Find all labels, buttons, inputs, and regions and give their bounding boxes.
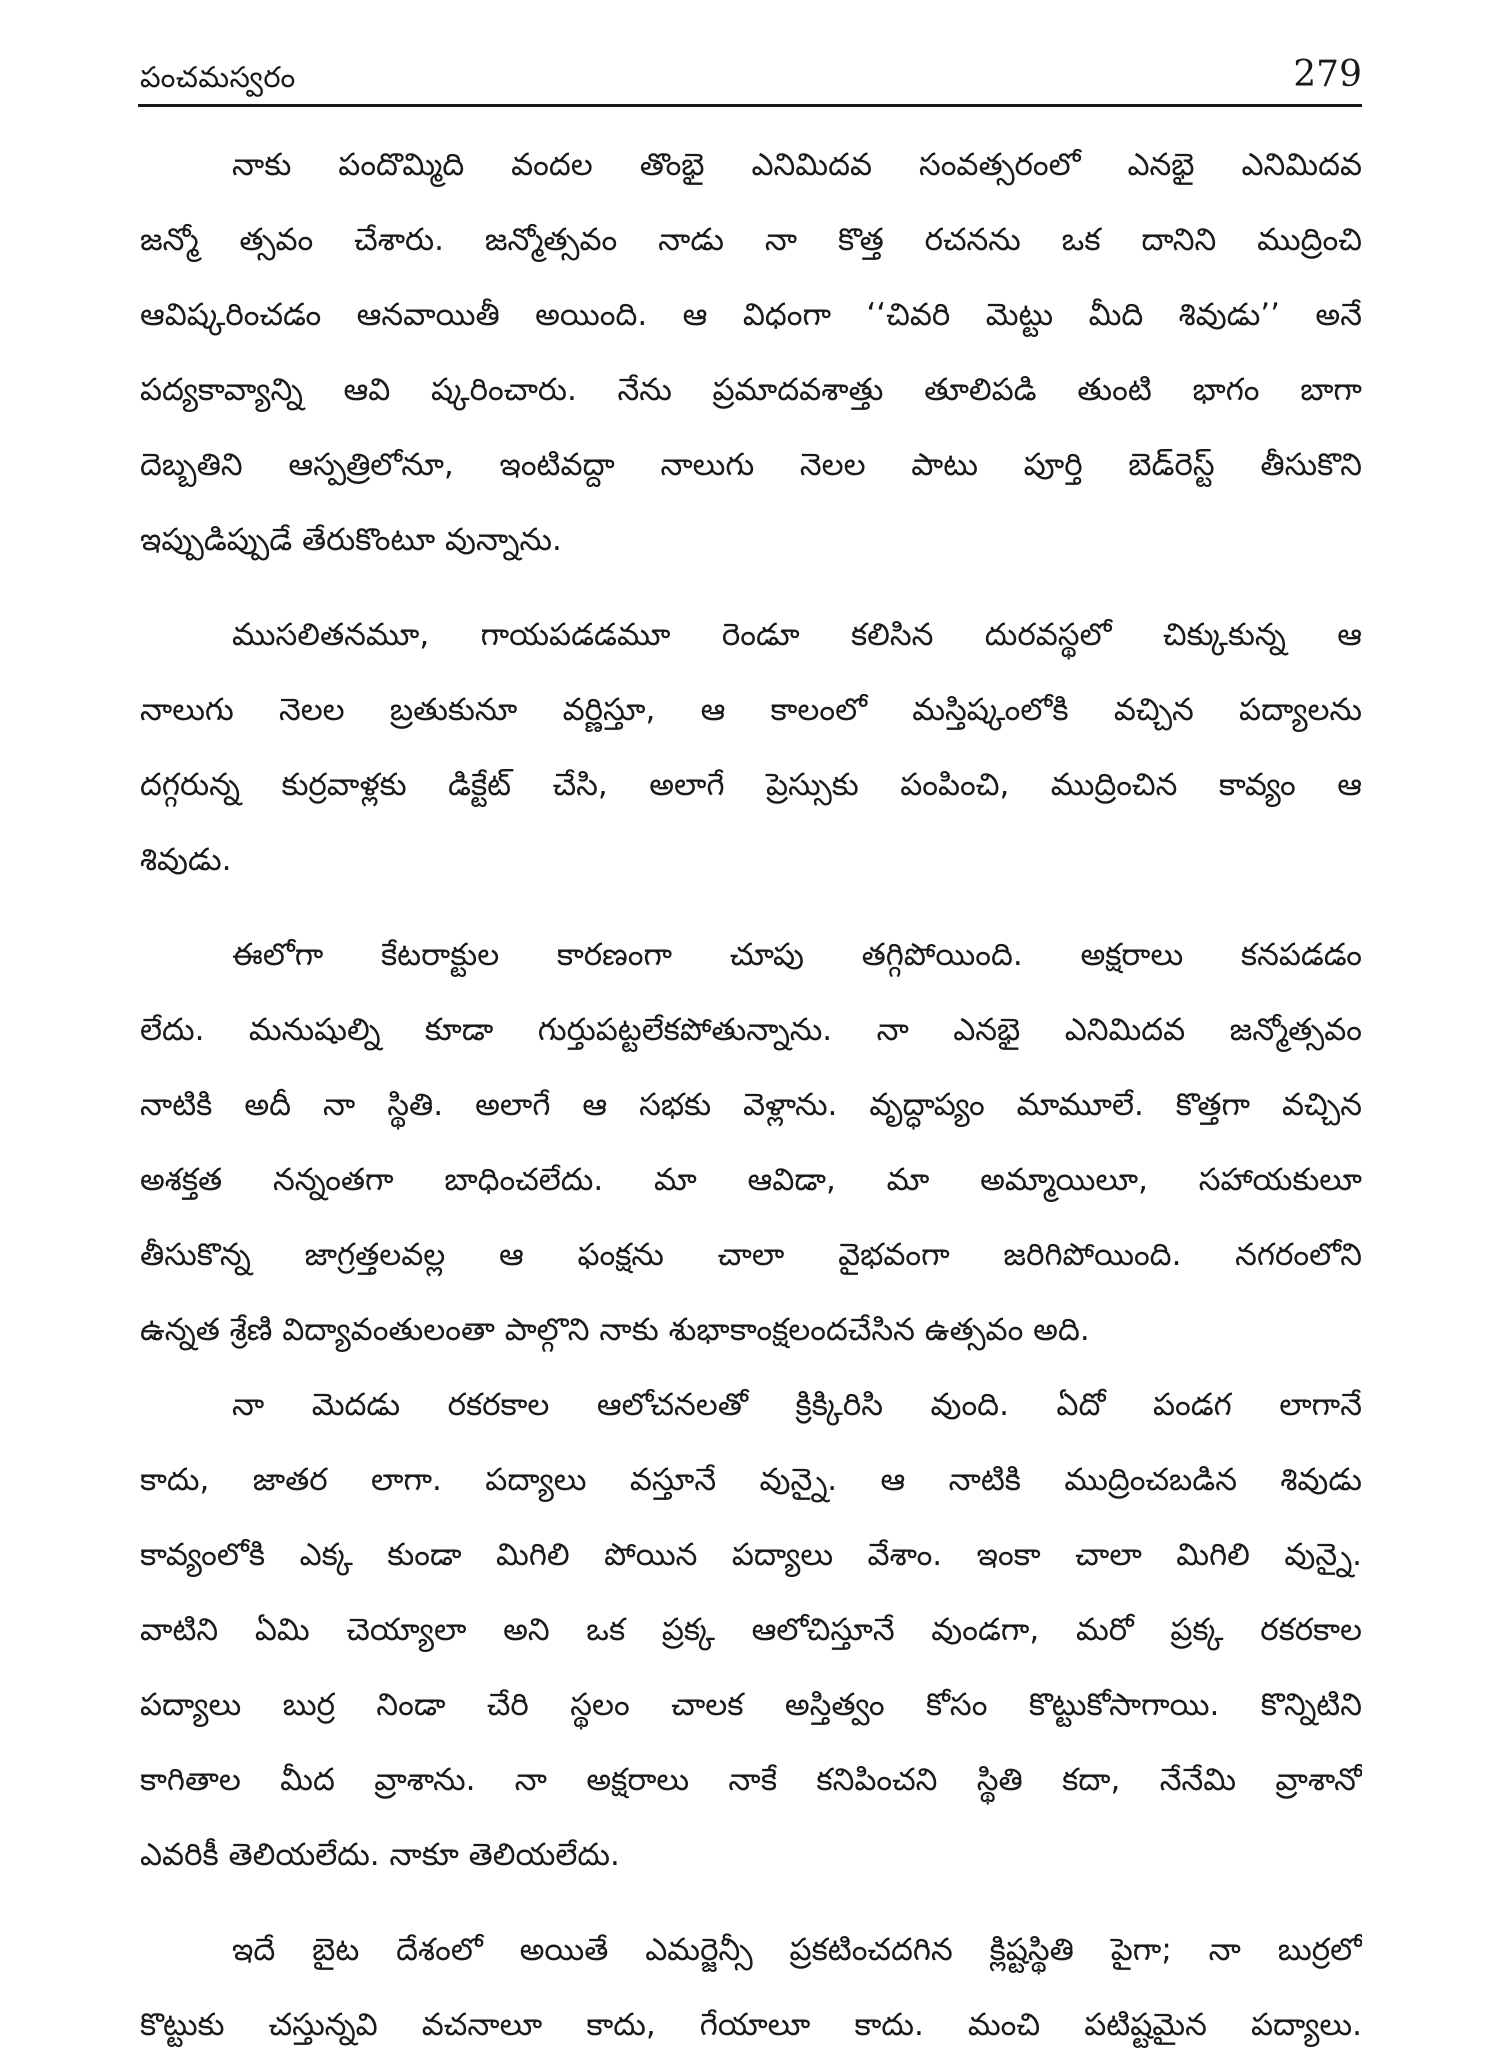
text-line: పద్యాలు బుర్ర నిండా చేరి స్థలం చాలక అస్తిత్వం కోసం కొట్టుకోసాగాయి. కొన్నిటిని <box>140 1687 1362 1723</box>
running-title: పంచమస్వరం <box>140 60 296 94</box>
text-line: నాలుగు నెలల బ్రతుకునూ వర్ణిస్తూ, ఆ కాలంలో మస్తిష్కంలోకి వచ్చిన పద్యాలను <box>140 692 1362 728</box>
body-text <box>140 128 1362 2063</box>
text-line: నాటికి అదీ నా స్థితి. అలాగే ఆ సభకు వెళ్లాను. వృద్ధాప్యం మామూలే. కొత్తగా వచ్చిన <box>140 1087 1362 1123</box>
text-line: దెబ్బతిని ఆస్పత్రిలోనూ, ఇంటివద్దా నాలుగు నెలల పాటు పూర్తి బెడ్‌రెస్ట్ తీసుకొని <box>140 447 1362 483</box>
header-rule <box>138 104 1362 107</box>
text-line: కాదు, జాతర లాగా. పద్యాలు వస్తూనే వున్నై. ఆ నాటికి ముద్రించబడిన శివుడు <box>140 1462 1362 1498</box>
paragraph-gap <box>140 1893 1362 1913</box>
text-line: దగ్గరున్న కుర్రవాళ్లకు డిక్టేట్ చేసి, అలాగే ప్రెస్సుకు పంపించి, ముద్రించిన కావ్యం ఆ <box>140 767 1362 803</box>
text-line: కొట్టుకు చస్తున్నవి వచనాలూ కాదు, గేయాలూ కాదు. మంచి పటిష్టమైన పద్యాలు. <box>140 2007 1362 2043</box>
text-line: జన్మో త్సవం చేశారు. జన్మోత్సవం నాడు నా కొత్త రచనను ఒక దానిని ముద్రించి <box>140 222 1362 258</box>
text-line: కావ్యంలోకి ఎక్క కుండా మిగిలి పోయిన పద్యాలు వేశాం. ఇంకా చాలా మిగిలి వున్నై. <box>140 1537 1362 1573</box>
text-line: ముసలితనమూ, గాయపడడమూ రెండూ కలిసిన దురవస్థలో చిక్కుకున్న ఆ <box>232 617 1362 653</box>
paragraph-gap <box>140 578 1362 598</box>
text-line: ఇదే బైట దేశంలో అయితే ఎమర్జెన్సీ ప్రకటించదగిన క్లిష్టస్థితి పైగా; నా బుర్రలో <box>232 1932 1362 1968</box>
text-line: ఇప్పుడిప్పుడే తేరుకొంటూ వున్నాను. <box>140 522 562 558</box>
text-line: ఉన్నత శ్రేణి విద్యావంతులంతా పాల్గొని నాకు శుభాకాంక్షలందచేసిన ఉత్సవం అది. <box>140 1312 1090 1348</box>
text-line: వాటిని ఏమి చెయ్యాలా అని ఒక ప్రక్క ఆలోచిస్తూనే వుండగా, మరో ప్రక్క రకరకాల <box>140 1612 1362 1648</box>
text-line: శివుడు. <box>140 842 232 878</box>
text-line: నా మెదడు రకరకాల ఆలోచనలతో క్రిక్కిరిసి వుంది. ఏదో పండగ లాగానే <box>232 1387 1362 1423</box>
text-line: లేదు. మనుషుల్ని కూడా గుర్తుపట్టలేకపోతున్నాను. నా ఎనభై ఎనిమిదవ జన్మోత్సవం <box>140 1012 1362 1048</box>
page-number: 279 <box>1293 54 1362 95</box>
text-line: కాగితాల మీద వ్రాశాను. నా అక్షరాలు నాకే కనిపించని స్థితి కదా, నేనేమి వ్రాశానో <box>140 1762 1362 1798</box>
text-line: ఆవిష్కరించడం ఆనవాయితీ అయింది. ఆ విధంగా ‘‘చివరి మెట్టు మీది శివుడు’’ అనే <box>140 297 1362 333</box>
text-line: ఎవరికీ తెలియలేదు. నాకూ తెలియలేదు. <box>140 1837 620 1873</box>
paragraph-gap <box>140 898 1362 918</box>
text-line: పద్యకావ్యాన్ని ఆవి ష్కరించారు. నేను ప్రమాదవశాత్తు తూలిపడి తుంటి భాగం బాగా <box>140 372 1362 408</box>
running-header <box>140 54 1362 104</box>
text-line: అశక్తత నన్నంతగా బాధించలేదు. మా ఆవిడా, మా అమ్మాయిలూ, సహాయకులూ <box>140 1162 1362 1198</box>
text-line: ఈలోగా కేటరాక్టుల కారణంగా చూపు తగ్గిపోయింది. అక్షరాలు కనపడడం <box>232 937 1362 973</box>
text-line: నాకు పందొమ్మిది వందల తొంభై ఎనిమిదవ సంవత్సరంలో ఎనభై ఎనిమిదవ <box>232 147 1362 183</box>
text-line: తీసుకొన్న జాగ్రత్తలవల్ల ఆ ఫంక్షను చాలా వైభవంగా జరిగిపోయింది. నగరంలోని <box>140 1237 1362 1273</box>
